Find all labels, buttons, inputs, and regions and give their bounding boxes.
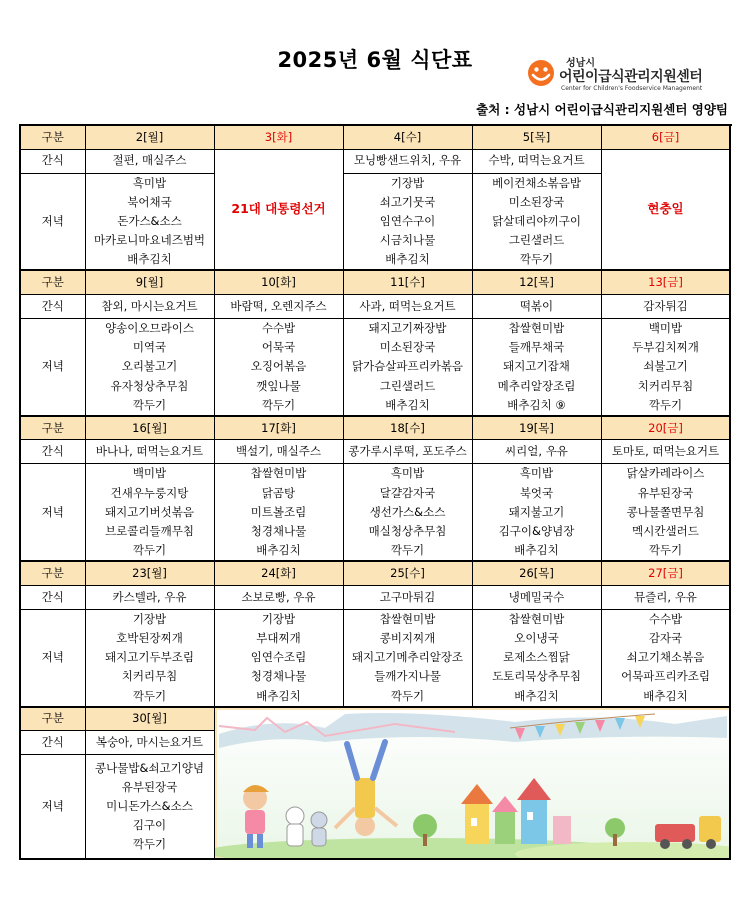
dish-item: 깍두기 — [390, 543, 425, 558]
dish-item: 찹쌀현미밥 — [379, 611, 436, 626]
dish-item: 베이컨채소볶음밥 — [492, 175, 581, 190]
dinner-cell — [85, 755, 214, 859]
dinner-cell — [601, 609, 730, 706]
dish-item: 흑미밥 — [390, 466, 425, 481]
day-date: 24[화] — [214, 561, 343, 585]
dinner-cell — [343, 173, 472, 270]
dish-item: 기장밥 — [261, 611, 296, 626]
dish-item: 메추리알장조림 — [497, 378, 576, 393]
snack-cell: 토마토, 떠먹는요거트 — [601, 440, 730, 464]
dish-item: 미니돈가스&소스 — [106, 798, 193, 813]
snack-cell: 냉메밀국수 — [472, 585, 601, 609]
dish-item: 달걀감자국 — [379, 485, 436, 500]
dish-item: 어묵국 — [261, 340, 296, 355]
dish-item: 김구이 — [132, 818, 167, 833]
dish-item: 멕시칸샐러드 — [632, 523, 699, 538]
dish-item: 깍두기 — [132, 688, 167, 703]
dinner-cell — [343, 318, 472, 415]
snack-cell: 모닝빵샌드위치, 우유 — [343, 149, 472, 173]
col-label: 구분 — [20, 125, 85, 149]
day-date: 4[수] — [343, 125, 472, 149]
dish-item: 백미밥 — [132, 466, 167, 481]
snack-row — [20, 149, 730, 173]
dinner-row — [20, 318, 730, 415]
dinner-label: 저녁 — [20, 464, 85, 561]
dish-item: 부대찌개 — [256, 631, 301, 645]
dish-item: 북엇국 — [519, 485, 554, 500]
dish-item: 닭살카레라이스 — [626, 466, 705, 481]
dish-item: 생선가스&소스 — [369, 504, 446, 519]
dish-item: 김구이&양념장 — [498, 523, 575, 538]
holiday-label: 현충일 — [647, 201, 684, 217]
dish-item: 배추김치 — [385, 252, 430, 267]
dish-item: 돼지고기버섯볶음 — [105, 504, 194, 519]
snack-cell: 떡볶이 — [472, 294, 601, 318]
dish-item: 깍두기 — [519, 252, 554, 267]
dish-item: 수수밥 — [261, 320, 296, 335]
dinner-label: 저녁 — [20, 173, 85, 270]
col-label: 구분 — [20, 416, 85, 440]
dinner-cell — [343, 609, 472, 706]
snack-cell: 참외, 마시는요거트 — [85, 294, 214, 318]
snack-cell: 수박, 떠먹는요거트 — [472, 149, 601, 173]
dinner-label: 저녁 — [20, 318, 85, 415]
logo-name: 어린이급식관리지원센터 — [559, 69, 703, 85]
dish-item: 치커리무침 — [637, 378, 694, 393]
dish-item: 기장밥 — [390, 175, 425, 190]
page-title: 2025년 6월 식단표 — [277, 48, 473, 72]
col-label: 구분 — [20, 707, 85, 731]
week-header-row — [20, 270, 730, 294]
dish-item: 흑미밥 — [132, 175, 167, 190]
dish-item: 깍두기 — [132, 837, 167, 852]
dinner-cell — [472, 318, 601, 415]
dish-item: 깍두기 — [648, 397, 683, 412]
dinner-cell — [214, 464, 343, 561]
day-date: 12[목] — [472, 270, 601, 294]
dish-item: 유부된장국 — [121, 779, 178, 794]
dish-item: 유부된장국 — [637, 485, 694, 500]
week-header-row — [20, 416, 730, 440]
dinner-label: 저녁 — [20, 755, 85, 859]
dish-item: 배추김치 — [256, 543, 301, 558]
dish-item: 쇠고기채소볶음 — [626, 650, 705, 665]
dish-item: 감자국 — [648, 631, 683, 645]
dish-item: 배추김치 — [514, 543, 559, 558]
logo-english: Center for Children's Foodservice Management — [561, 85, 703, 92]
dish-item: 양송이오므라이스 — [105, 320, 194, 335]
dish-item: 임연수조림 — [250, 650, 307, 665]
snack-label: 간식 — [20, 440, 85, 464]
snack-row — [20, 585, 730, 609]
logo-city: 성남시 — [566, 58, 595, 69]
snack-row — [20, 294, 730, 318]
day-date: 26[목] — [472, 561, 601, 585]
snack-label: 간식 — [20, 585, 85, 609]
snack-row — [20, 440, 730, 464]
day-date: 20[금] — [601, 416, 730, 440]
dish-item: 깍두기 — [390, 688, 425, 703]
day-date: 3[화] — [214, 125, 343, 149]
dish-item: 임연수구이 — [379, 213, 436, 228]
dinner-cell — [85, 464, 214, 561]
dish-item: 오이냉국 — [514, 631, 559, 645]
day-date: 9[월] — [85, 270, 214, 294]
snack-label: 간식 — [20, 731, 85, 755]
dish-item: 콩나물밥&쇠고기양념 — [95, 760, 204, 775]
dish-item: 찹쌀현미밥 — [508, 320, 565, 335]
snack-cell: 바나나, 떠먹는요거트 — [85, 440, 214, 464]
dish-item: 돈가스&소스 — [117, 213, 182, 228]
snack-cell: 감자튀김 — [601, 294, 730, 318]
dish-item: 배추김치 — [514, 688, 559, 703]
snack-cell: 절편, 매실주스 — [85, 149, 214, 173]
col-label: 구분 — [20, 270, 85, 294]
day-date: 6[금] — [601, 125, 730, 149]
dish-item: 콩비지찌개 — [379, 631, 436, 645]
dish-item: 그린샐러드 — [508, 233, 565, 248]
snack-cell: 바람떡, 오렌지주스 — [214, 294, 343, 318]
smiley-logo-icon — [525, 58, 559, 88]
week-header-row — [20, 561, 730, 585]
day-date: 13[금] — [601, 270, 730, 294]
dish-item: 브로콜리들깨무침 — [105, 523, 194, 538]
kids-playing-illustration — [215, 708, 731, 858]
snack-cell: 씨리얼, 우유 — [472, 440, 601, 464]
children-illustration — [214, 707, 730, 859]
holiday-cell — [601, 149, 730, 270]
snack-cell: 사과, 떠먹는요거트 — [343, 294, 472, 318]
dinner-cell — [601, 464, 730, 561]
dinner-row — [20, 464, 730, 561]
dish-item: 마카로니마요네즈범벅 — [93, 233, 206, 248]
dish-item: 치커리무침 — [121, 669, 178, 684]
dish-item: 기장밥 — [132, 611, 167, 626]
dish-item: 닭곰탕 — [261, 485, 296, 500]
dish-item: 돼지고기짜장밥 — [368, 320, 447, 335]
dish-item: 배추김치 ⑨ — [507, 397, 566, 412]
dish-item: 배추김치 — [643, 688, 688, 703]
dish-item: 시금치나물 — [379, 233, 436, 248]
dinner-cell — [472, 609, 601, 706]
dish-item: 북어채국 — [127, 194, 172, 209]
day-date: 30[월] — [85, 707, 214, 731]
dish-item: 들깨가지나물 — [374, 669, 441, 684]
dinner-cell — [472, 464, 601, 561]
dish-item: 미소된장국 — [508, 194, 565, 209]
dish-item: 백미밥 — [648, 320, 683, 335]
dish-item: 배추김치 — [385, 397, 430, 412]
snack-cell: 고구마튀김 — [343, 585, 472, 609]
dish-item: 두부김치찌개 — [632, 340, 699, 355]
day-date: 16[월] — [85, 416, 214, 440]
week-header-row — [20, 125, 730, 149]
dish-item: 찹쌀현미밥 — [250, 466, 307, 481]
snack-cell: 뮤즐리, 우유 — [601, 585, 730, 609]
dish-item: 건새우누룽지탕 — [110, 485, 189, 500]
dinner-cell — [601, 318, 730, 415]
dinner-cell — [343, 464, 472, 561]
dish-item: 청경채나물 — [250, 669, 307, 684]
day-date: 11[수] — [343, 270, 472, 294]
dish-item: 깍두기 — [261, 397, 296, 412]
dinner-row — [20, 609, 730, 706]
dish-item: 오징어볶음 — [250, 359, 307, 374]
dish-item: 호박된장찌개 — [116, 631, 183, 645]
dish-item: 깍두기 — [132, 397, 167, 412]
dish-item: 닭가슴살파프리카볶음 — [351, 359, 464, 374]
day-date: 10[화] — [214, 270, 343, 294]
dinner-cell — [85, 173, 214, 270]
dinner-cell — [472, 173, 601, 270]
dish-item: 돼지고기두부조림 — [105, 650, 194, 665]
day-date: 2[월] — [85, 125, 214, 149]
dish-item: 깍두기 — [648, 543, 683, 558]
center-logo — [525, 54, 715, 92]
holiday-label: 21대 대통령선거 — [231, 201, 326, 217]
dish-item: 미소된장국 — [379, 340, 436, 355]
dish-item: 어묵파프리카조림 — [621, 669, 710, 684]
dish-item: 찹쌀현미밥 — [508, 611, 565, 626]
day-date: 19[목] — [472, 416, 601, 440]
col-label: 구분 — [20, 561, 85, 585]
snack-cell: 카스텔라, 우유 — [85, 585, 214, 609]
dinner-cell — [85, 318, 214, 415]
week-header-row — [20, 707, 730, 731]
dish-item: 콩나물쫄면무침 — [626, 504, 705, 519]
snack-label: 간식 — [20, 149, 85, 173]
dinner-cell — [85, 609, 214, 706]
source-line: 출처 : 성남시 어린이급식관리지원센터 영양팀 — [476, 102, 728, 117]
dish-item: 유자청상추무침 — [110, 378, 189, 393]
day-date: 23[월] — [85, 561, 214, 585]
day-date: 5[목] — [472, 125, 601, 149]
dish-item: 그린샐러드 — [379, 378, 436, 393]
snack-cell: 소보로빵, 우유 — [214, 585, 343, 609]
dinner-cell — [214, 318, 343, 415]
snack-cell: 콩가루시루떡, 포도주스 — [343, 440, 472, 464]
dish-item: 매실청상추무침 — [368, 523, 447, 538]
snack-cell: 복숭아, 마시는요거트 — [85, 731, 214, 755]
day-date: 25[수] — [343, 561, 472, 585]
dish-item: 깍두기 — [132, 543, 167, 558]
day-date: 17[화] — [214, 416, 343, 440]
dinner-label: 저녁 — [20, 609, 85, 706]
dish-item: 배추김치 — [256, 688, 301, 703]
day-date: 27[금] — [601, 561, 730, 585]
dish-item: 오리불고기 — [121, 359, 178, 374]
holiday-cell — [214, 149, 343, 270]
dish-item: 청경채나물 — [250, 523, 307, 538]
dish-item: 도토리묵상추무침 — [492, 669, 581, 684]
dish-item: 돼지고기잡채 — [503, 359, 570, 374]
dish-item: 미트볼조림 — [250, 504, 307, 519]
dish-item: 흑미밥 — [519, 466, 554, 481]
meal-table — [19, 124, 731, 860]
dish-item: 돼지고기메추리알장조 — [351, 650, 464, 665]
dish-item: 로제소스찜닭 — [503, 650, 570, 665]
day-date: 18[수] — [343, 416, 472, 440]
dish-item: 깻잎나물 — [256, 378, 301, 393]
dish-item: 수수밥 — [648, 611, 683, 626]
dish-item: 돼지불고기 — [508, 504, 565, 519]
dish-item: 들깨무채국 — [508, 340, 565, 355]
dish-item: 배추김치 — [127, 252, 172, 267]
dish-item: 쇠불고기 — [643, 359, 688, 374]
dinner-cell — [214, 609, 343, 706]
dish-item: 쇠고기뭇국 — [379, 194, 436, 209]
dish-item: 닭살데리야끼구이 — [492, 213, 581, 228]
snack-cell: 백설기, 매실주스 — [214, 440, 343, 464]
dish-item: 미역국 — [132, 340, 167, 355]
snack-label: 간식 — [20, 294, 85, 318]
